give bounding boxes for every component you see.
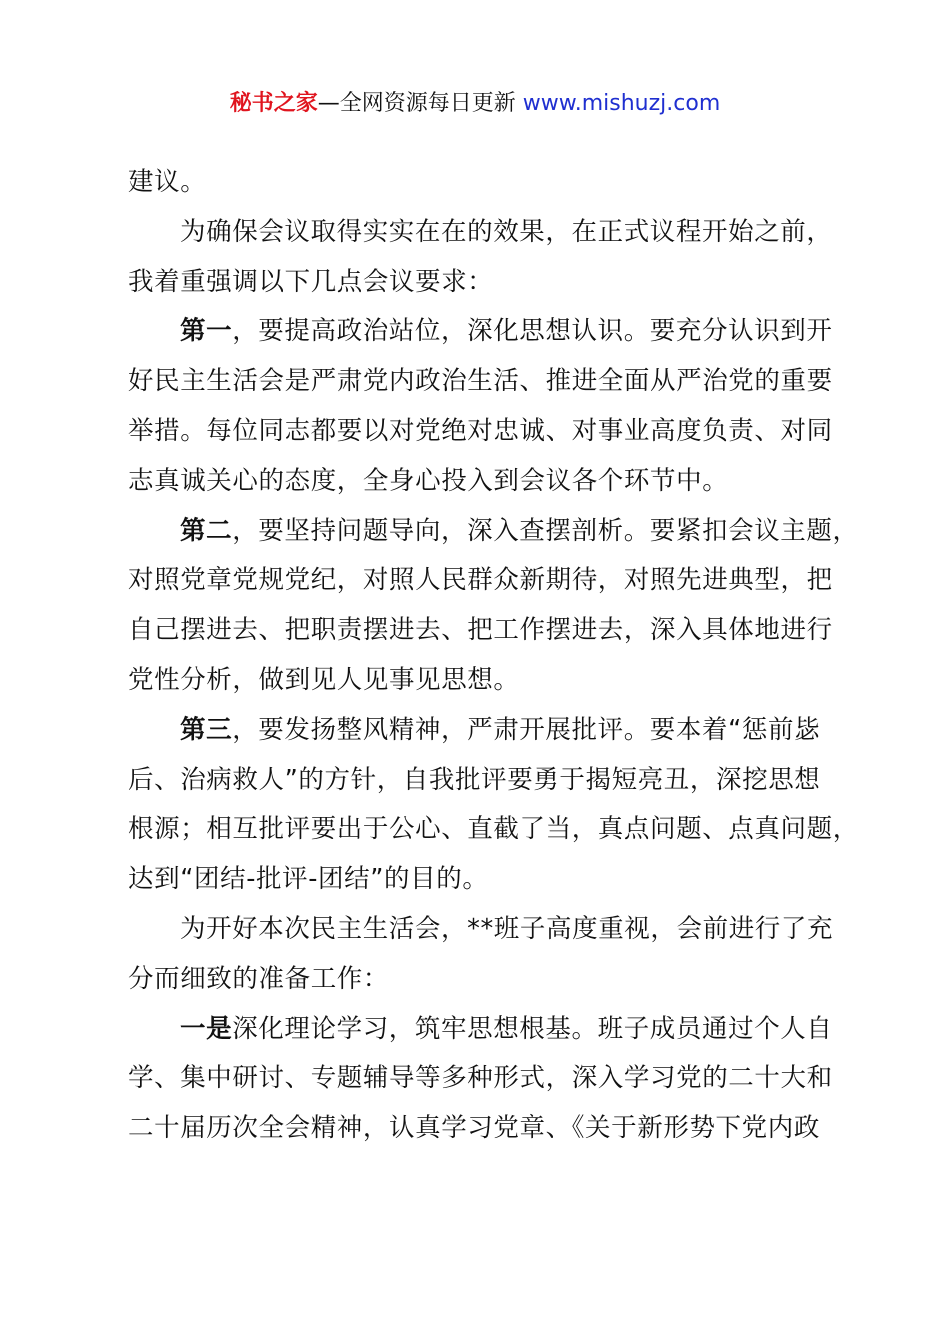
text-line-rest: ，要发扬整风精神，严肃开展批评。要本着“惩前毖 [232, 714, 821, 745]
text-line: 自己摆进去、把职责摆进去、把工作摆进去，深入具体地进行 [128, 615, 833, 646]
text-line: 好民主生活会是严肃党内政治生活、推进全面从严治党的重要 [128, 366, 833, 397]
text-line: 为确保会议取得实实在在的效果，在正式议程开始之前， [180, 216, 833, 247]
site-header [0, 88, 950, 120]
text-line: 二十届历次全会精神，认真学习党章、《关于新形势下党内政 [128, 1113, 820, 1144]
text-line: 分而细致的准备工作： [128, 963, 390, 994]
site-url-link[interactable]: www.mishuzj.com [522, 91, 721, 116]
item-one-heading: 一是 [180, 1013, 233, 1044]
text-line [128, 1005, 856, 1055]
text-line [128, 706, 856, 756]
text-line: 后、治病救人”的方针，自我批评要勇于揭短亮丑，深挖思想 [128, 764, 821, 795]
document-body [128, 158, 859, 1154]
text-line: 对照党章党规党纪，对照人民群众新期待，对照先进典型，把 [128, 565, 833, 596]
text-line: 建议。 [128, 167, 207, 197]
text-line: 根源；相互批评要出于公心、直截了当，真点问题、点真问题， [128, 814, 859, 845]
point-one-heading: 第一 [180, 316, 233, 347]
header-tagline: —全网资源每日更新 [317, 91, 516, 116]
text-line: 为开好本次民主生活会，**班子高度重视，会前进行了充 [180, 913, 834, 944]
text-line-rest: ，要坚持问题导向，深入查摆剖析。要紧扣会议主题， [232, 515, 859, 546]
text-line-rest: ，要提高政治站位，深化思想认识。要充分认识到开 [232, 316, 833, 347]
text-line-rest: 深化理论学习，筑牢思想根基。班子成员通过个人自 [232, 1013, 833, 1044]
text-line: 我着重强调以下几点会议要求： [128, 266, 494, 297]
text-line [128, 507, 859, 557]
point-two-heading: 第二 [180, 515, 233, 546]
text-line: 志真诚关心的态度，全身心投入到会议各个环节中。 [128, 465, 729, 496]
text-line [128, 307, 856, 357]
brand-name: 秘书之家 [229, 91, 318, 116]
text-line: 达到“团结-批评-团结”的目的。 [128, 864, 489, 895]
text-line: 举措。每位同志都要以对党绝对忠诚、对事业高度负责、对同 [128, 415, 833, 446]
point-three-heading: 第三 [180, 714, 233, 745]
text-line: 学、集中研讨、专题辅导等多种形式，深入学习党的二十大和 [128, 1063, 833, 1094]
text-line: 党性分析，做到见人见事见思想。 [128, 664, 520, 695]
